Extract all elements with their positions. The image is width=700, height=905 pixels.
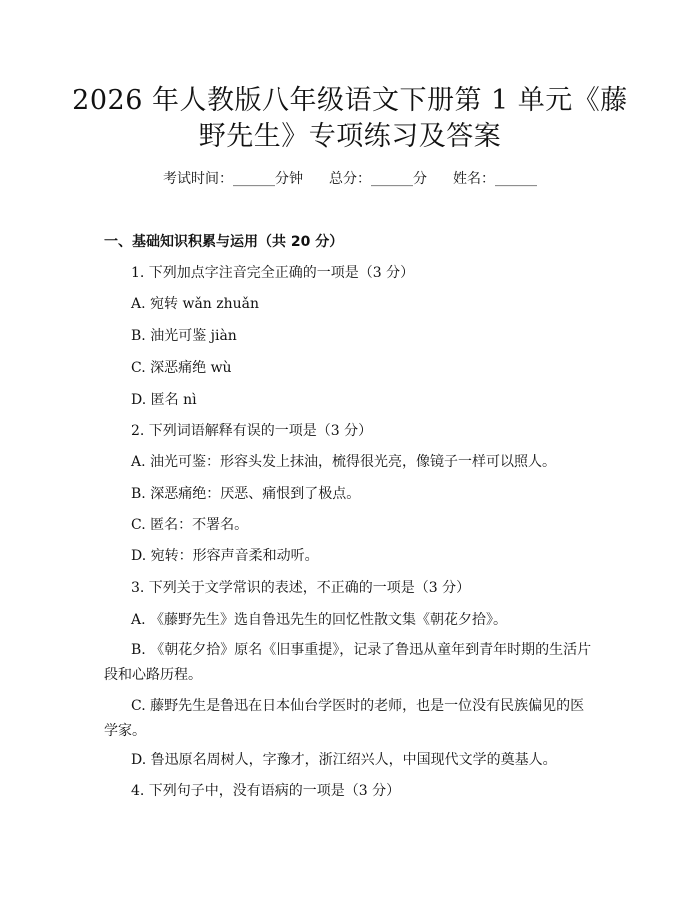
question-2-option-c: C. 匿名：不署名。 bbox=[131, 517, 249, 533]
question-1-option-a: A. 宛转 wǎn zhuǎn bbox=[131, 296, 260, 312]
document-title-line-1: 2026 年人教版八年级语文下册第 1 单元《藤 bbox=[72, 85, 628, 116]
student-name-field: 姓名：______ bbox=[453, 171, 537, 187]
exam-time-field: 考试时间：______分钟 bbox=[163, 171, 303, 187]
question-4-stem: 4. 下列句子中，没有语病的一项是（3 分） bbox=[131, 783, 401, 799]
question-2-stem: 2. 下列词语解释有误的一项是（3 分） bbox=[131, 423, 373, 439]
question-2-option-d: D. 宛转：形容声音柔和动听。 bbox=[131, 548, 319, 564]
question-2-option-b: B. 深恶痛绝：厌恶、痛恨到了极点。 bbox=[131, 486, 361, 502]
question-2-option-a: A. 油光可鉴：形容头发上抹油，梳得很光亮，像镜子一样可以照人。 bbox=[131, 454, 557, 470]
question-1-option-c: C. 深恶痛绝 wù bbox=[131, 360, 232, 376]
question-1-option-d: D. 匿名 nì bbox=[131, 392, 197, 408]
question-3-option-b: B. 《朝花夕拾》原名《旧事重提》，记录了鲁迅从童年到青年时期的生活片段和心路历程。 bbox=[104, 642, 592, 683]
question-3-option-a: A. 《藤野先生》选自鲁迅先生的回忆性散文集《朝花夕拾》。 bbox=[131, 612, 508, 628]
question-3-option-d: D. 鲁迅原名周树人，字豫才，浙江绍兴人，中国现代文学的奠基人。 bbox=[131, 752, 557, 768]
document-title-line-2: 野先生》专项练习及答案 bbox=[198, 121, 502, 152]
section-heading: 一、基础知识积累与运用（共 20 分） bbox=[104, 234, 344, 250]
question-1-option-b: B. 油光可鉴 jiàn bbox=[131, 328, 237, 344]
question-3-option-c: C. 藤野先生是鲁迅在日本仙台学医时的老师，也是一位没有民族偏见的医学家。 bbox=[104, 698, 585, 739]
question-1-stem: 1. 下列加点字注音完全正确的一项是（3 分） bbox=[131, 265, 415, 281]
question-3-stem: 3. 下列关于文学常识的表述，不正确的一项是（3 分） bbox=[131, 580, 471, 596]
exam-info bbox=[0, 169, 700, 189]
total-score-field: 总分：______分 bbox=[329, 171, 427, 187]
